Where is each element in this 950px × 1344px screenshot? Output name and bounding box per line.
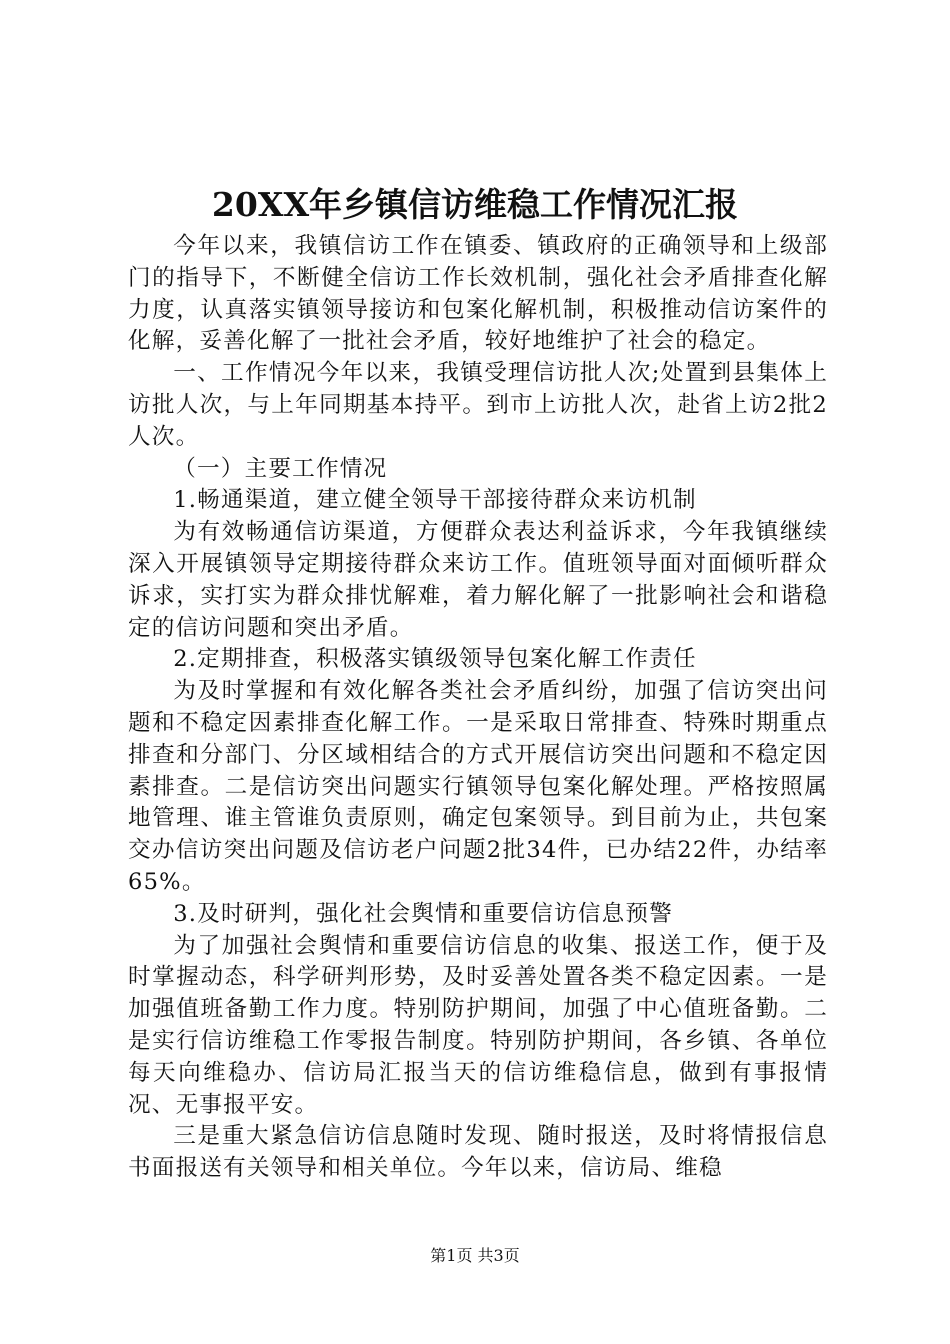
heading-item-2: 2.定期排查，积极落实镇级领导包案化解工作责任 xyxy=(173,646,697,673)
document-title: 20XX年乡镇信访维稳工作情况汇报 xyxy=(211,185,739,224)
heading-main-work: （一）主要工作情况 xyxy=(173,455,388,482)
paragraph-item-2: 为及时掌握和有效化解各类社会矛盾纠纷，加强了信访突出问题和不稳定因素排查化解工作。一是采取日常排查、特殊时期重点排查和分部门、分区域相结合的方式开展信访突出问题和不稳定因素排查。二是信访突出问题实行镇领导包案化解处理。严格按照属地管理、谁主管谁负责原则，确定包案领导。到目前为止，共包案交办信访突出问题及信访老户问题2批34件，已办结22件，办结率65%。 xyxy=(128,678,828,895)
heading-item-3: 3.及时研判，强化社会舆情和重要信访信息预警 xyxy=(173,900,674,927)
paragraph-work-overview: 一、工作情况今年以来，我镇受理信访批人次;处置到县集体上访批人次，与上年同期基本持平。到市上访批人次，赴省上访2批2人次。 xyxy=(128,360,828,450)
paragraph-intro: 今年以来，我镇信访工作在镇委、镇政府的正确领导和上级部门的指导下，不断健全信访工作长效机制，强化社会矛盾排查化解力度，认真落实镇领导接访和包案化解机制，积极推动信访案件的化解，妥善化解了一批社会矛盾，较好地维护了社会的稳定。 xyxy=(128,233,828,355)
paragraph-item-3-continued: 三是重大紧急信访信息随时发现、随时报送，及时将情报信息书面报送有关领导和相关单位。今年以来，信访局、维稳 xyxy=(128,1123,828,1182)
paragraph-item-1: 为有效畅通信访渠道，方便群众表达利益诉求，今年我镇继续深入开展镇领导定期接待群众来访工作。值班领导面对面倾听群众诉求，实打实为群众排忧解难，着力解化解了一批影响社会和谐稳定的信访问题和突出矛盾。 xyxy=(128,519,828,641)
heading-item-1: 1.畅通渠道，建立健全领导干部接待群众来访机制 xyxy=(173,487,697,514)
page-footer: 第1页 共3页 xyxy=(430,1246,520,1265)
paragraph-item-3: 为了加强社会舆情和重要信访信息的收集、报送工作，便于及时掌握动态，科学研判形势，及时妥善处置各类不稳定因素。一是加强值班备勤工作力度。特别防护期间，加强了中心值班备勤。二是实行信访维稳工作零报告制度。特别防护期间，各乡镇、各单位每天向维稳办、信访局汇报当天的信访维稳信息，做到有事报情况、无事报平安。 xyxy=(128,932,828,1118)
document-body xyxy=(128,231,828,1185)
